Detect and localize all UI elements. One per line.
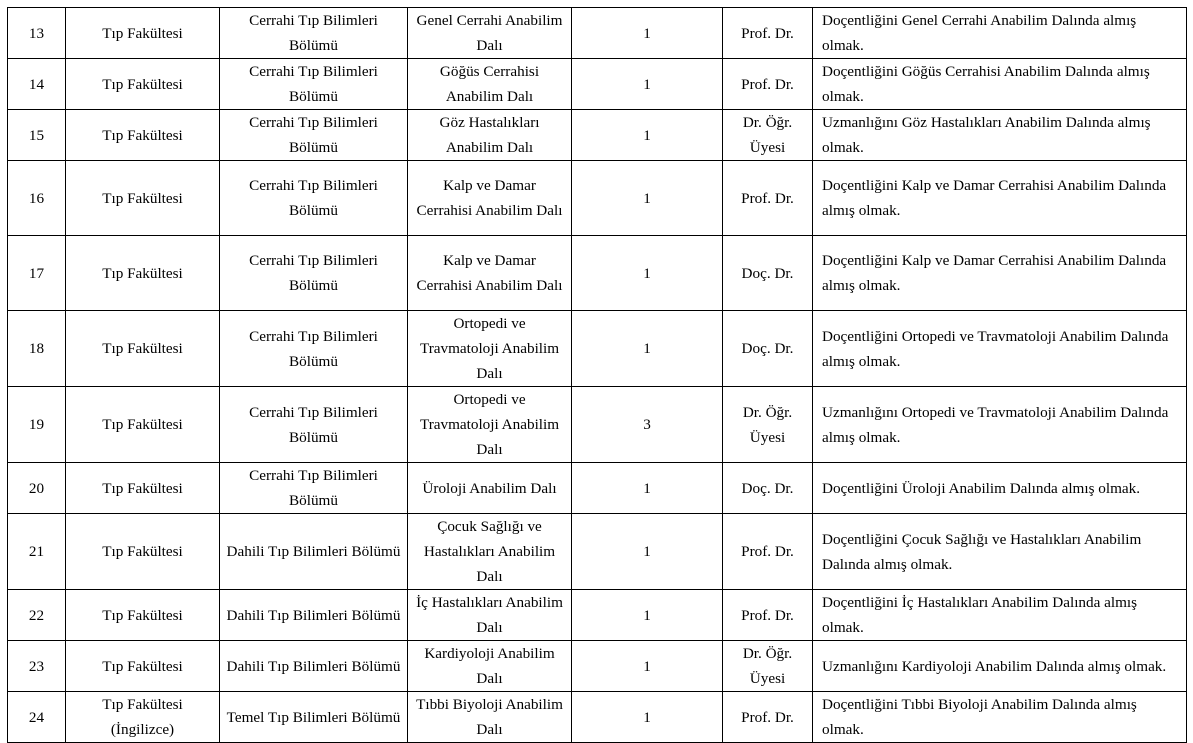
department-cell: Cerrahi Tıp Bilimleri Bölümü	[220, 387, 408, 463]
division-cell: Kalp ve Damar Cerrahisi Anabilim Dalı	[408, 236, 572, 311]
requirement-cell: Doçentliğini Ortopedi ve Travmatoloji Anabilim Dalında almış olmak.	[813, 311, 1187, 387]
department-cell: Dahili Tıp Bilimleri Bölümü	[220, 514, 408, 590]
requirement-cell: Doçentliğini Tıbbi Biyoloji Anabilim Dalında almış olmak.	[813, 692, 1187, 743]
row-number: 15	[8, 110, 66, 161]
department-cell: Cerrahi Tıp Bilimleri Bölümü	[220, 161, 408, 236]
requirement-cell: Doçentliğini Çocuk Sağlığı ve Hastalıkları Anabilim Dalında almış olmak.	[813, 514, 1187, 590]
position-table	[7, 7, 1187, 743]
requirement-cell: Uzmanlığını Kardiyoloji Anabilim Dalında almış olmak.	[813, 641, 1187, 692]
title-cell: Dr. Öğr. Üyesi	[723, 387, 813, 463]
requirement-cell: Doçentliğini Üroloji Anabilim Dalında almış olmak.	[813, 463, 1187, 514]
faculty-cell: Tıp Fakültesi	[66, 463, 220, 514]
division-cell: Ortopedi ve Travmatoloji Anabilim Dalı	[408, 311, 572, 387]
table-row	[8, 59, 1187, 110]
count-cell: 1	[572, 514, 723, 590]
requirement-cell: Doçentliğini Genel Cerrahi Anabilim Dalında almış olmak.	[813, 8, 1187, 59]
division-cell: Ortopedi ve Travmatoloji Anabilim Dalı	[408, 387, 572, 463]
title-cell: Prof. Dr.	[723, 514, 813, 590]
count-cell: 1	[572, 692, 723, 743]
table-row	[8, 463, 1187, 514]
table-row	[8, 236, 1187, 311]
table-row	[8, 161, 1187, 236]
count-cell: 1	[572, 311, 723, 387]
requirement-cell: Doçentliğini Göğüs Cerrahisi Anabilim Dalında almış olmak.	[813, 59, 1187, 110]
department-cell: Temel Tıp Bilimleri Bölümü	[220, 692, 408, 743]
title-cell: Prof. Dr.	[723, 59, 813, 110]
title-cell: Doç. Dr.	[723, 463, 813, 514]
division-cell: Göğüs Cerrahisi Anabilim Dalı	[408, 59, 572, 110]
department-cell: Cerrahi Tıp Bilimleri Bölümü	[220, 59, 408, 110]
count-cell: 1	[572, 590, 723, 641]
title-cell: Dr. Öğr. Üyesi	[723, 641, 813, 692]
department-cell: Cerrahi Tıp Bilimleri Bölümü	[220, 110, 408, 161]
table-row	[8, 641, 1187, 692]
table-row	[8, 110, 1187, 161]
faculty-cell: Tıp Fakültesi	[66, 161, 220, 236]
row-number: 20	[8, 463, 66, 514]
title-cell: Prof. Dr.	[723, 590, 813, 641]
division-cell: İç Hastalıkları Anabilim Dalı	[408, 590, 572, 641]
faculty-cell: Tıp Fakültesi	[66, 311, 220, 387]
count-cell: 1	[572, 59, 723, 110]
division-cell: Genel Cerrahi Anabilim Dalı	[408, 8, 572, 59]
table-row	[8, 692, 1187, 743]
department-cell: Dahili Tıp Bilimleri Bölümü	[220, 641, 408, 692]
requirement-cell: Doçentliğini Kalp ve Damar Cerrahisi Anabilim Dalında almış olmak.	[813, 161, 1187, 236]
count-cell: 3	[572, 387, 723, 463]
division-cell: Kalp ve Damar Cerrahisi Anabilim Dalı	[408, 161, 572, 236]
requirement-cell: Uzmanlığını Ortopedi ve Travmatoloji Anabilim Dalında almış olmak.	[813, 387, 1187, 463]
table-row	[8, 514, 1187, 590]
faculty-cell: Tıp Fakültesi	[66, 641, 220, 692]
faculty-cell: Tıp Fakültesi	[66, 110, 220, 161]
department-cell: Cerrahi Tıp Bilimleri Bölümü	[220, 236, 408, 311]
faculty-cell: Tıp Fakültesi (İngilizce)	[66, 692, 220, 743]
row-number: 13	[8, 8, 66, 59]
row-number: 14	[8, 59, 66, 110]
department-cell: Cerrahi Tıp Bilimleri Bölümü	[220, 311, 408, 387]
row-number: 21	[8, 514, 66, 590]
count-cell: 1	[572, 161, 723, 236]
row-number: 19	[8, 387, 66, 463]
title-cell: Prof. Dr.	[723, 8, 813, 59]
division-cell: Üroloji Anabilim Dalı	[408, 463, 572, 514]
requirement-cell: Doçentliğini İç Hastalıkları Anabilim Dalında almış olmak.	[813, 590, 1187, 641]
row-number: 17	[8, 236, 66, 311]
table-row	[8, 590, 1187, 641]
title-cell: Prof. Dr.	[723, 161, 813, 236]
row-number: 23	[8, 641, 66, 692]
faculty-cell: Tıp Fakültesi	[66, 514, 220, 590]
faculty-cell: Tıp Fakültesi	[66, 387, 220, 463]
division-cell: Tıbbi Biyoloji Anabilim Dalı	[408, 692, 572, 743]
requirement-cell: Uzmanlığını Göz Hastalıkları Anabilim Dalında almış olmak.	[813, 110, 1187, 161]
row-number: 22	[8, 590, 66, 641]
title-cell: Doç. Dr.	[723, 236, 813, 311]
title-cell: Dr. Öğr. Üyesi	[723, 110, 813, 161]
count-cell: 1	[572, 110, 723, 161]
department-cell: Cerrahi Tıp Bilimleri Bölümü	[220, 8, 408, 59]
department-cell: Dahili Tıp Bilimleri Bölümü	[220, 590, 408, 641]
count-cell: 1	[572, 463, 723, 514]
table-row	[8, 311, 1187, 387]
title-cell: Prof. Dr.	[723, 692, 813, 743]
division-cell: Göz Hastalıkları Anabilim Dalı	[408, 110, 572, 161]
row-number: 24	[8, 692, 66, 743]
faculty-cell: Tıp Fakültesi	[66, 590, 220, 641]
faculty-cell: Tıp Fakültesi	[66, 59, 220, 110]
requirement-cell: Doçentliğini Kalp ve Damar Cerrahisi Anabilim Dalında almış olmak.	[813, 236, 1187, 311]
count-cell: 1	[572, 236, 723, 311]
count-cell: 1	[572, 8, 723, 59]
row-number: 16	[8, 161, 66, 236]
table-row	[8, 8, 1187, 59]
faculty-cell: Tıp Fakültesi	[66, 236, 220, 311]
division-cell: Çocuk Sağlığı ve Hastalıkları Anabilim Dalı	[408, 514, 572, 590]
table-row	[8, 387, 1187, 463]
title-cell: Doç. Dr.	[723, 311, 813, 387]
row-number: 18	[8, 311, 66, 387]
department-cell: Cerrahi Tıp Bilimleri Bölümü	[220, 463, 408, 514]
faculty-cell: Tıp Fakültesi	[66, 8, 220, 59]
division-cell: Kardiyoloji Anabilim Dalı	[408, 641, 572, 692]
count-cell: 1	[572, 641, 723, 692]
